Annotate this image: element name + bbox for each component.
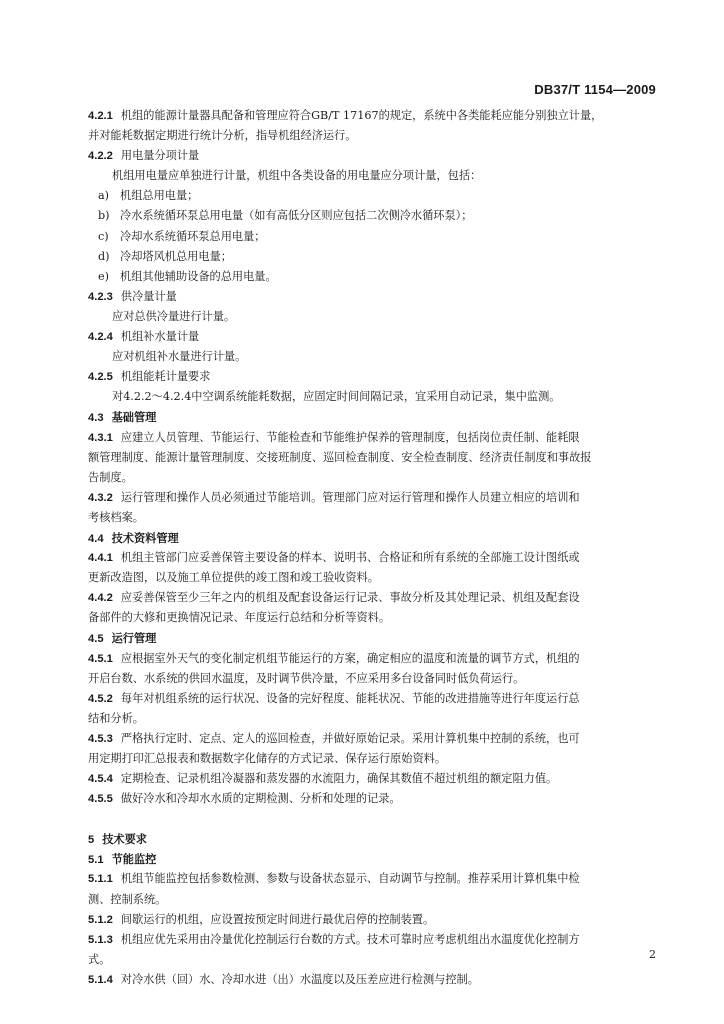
paragraph-line [88, 608, 656, 628]
clause-number: 4.4.1 [88, 552, 113, 565]
section-heading [88, 628, 656, 648]
list-item [88, 186, 656, 206]
paragraph-text: 测、控制系统。 [88, 892, 167, 906]
paragraph-line [88, 166, 656, 186]
clause-number: 5 [88, 834, 95, 847]
clause-line [88, 488, 656, 508]
clause-number: 4.5 [88, 633, 104, 646]
clause-text: 运行管理和操作人员必须通过节能培训。管理部门应对运行管理和操作人员建立相应的培训和 [120, 490, 580, 504]
clause-number: 4.3.2 [88, 491, 113, 504]
clause-number: 5.1 [88, 854, 104, 867]
clause-text: 间歇运行的机组，应设置按预定时间进行最优启停的控制装置。 [120, 912, 435, 926]
clause-text: 机组节能监控包括参数检测、参数与设备状态显示、自动调节与控制。推荐采用计算机集中检 [120, 872, 580, 886]
clause-text: 用电量分项计量 [120, 149, 200, 163]
clause-line [88, 548, 656, 568]
clause-number: 4.5.4 [88, 773, 113, 786]
paragraph-text: 结和分析。 [88, 711, 144, 725]
section-heading [88, 528, 656, 548]
paragraph-text: 式。 [88, 952, 111, 966]
paragraph-text: 并对能耗数据定期进行统计分析，指导机组经济运行。 [88, 129, 357, 143]
clause-text: 应根据室外天气的变化制定机组节能运行的方案，确定相应的温度和流量的调节方式，机组的 [120, 651, 580, 665]
list-marker: a) [98, 189, 110, 203]
list-item-text: 冷却水系统循环泵总用电量； [120, 229, 266, 243]
clause-number: 4.3.1 [88, 431, 113, 444]
clause-line [88, 910, 656, 930]
list-item [88, 206, 656, 226]
paragraph-line [88, 307, 656, 327]
clause-number: 4.5.1 [88, 652, 113, 665]
clause-text: 机组应优先采用由冷量优化控制运行台数的方式。技术可靠时应考虑机组出水温度优化控制方 [120, 932, 580, 946]
clause-text: 节能监控 [111, 852, 157, 867]
clause-line [88, 588, 656, 608]
clause-text: 严格执行定时、定点、定人的巡回检查，并做好原始记录。采用计算机集中控制的系统，也可 [120, 731, 580, 745]
clause-line [88, 769, 656, 789]
list-item-text: 机组其他辅助设备的总用电量。 [120, 269, 277, 283]
paragraph-line [88, 387, 656, 407]
clause-number: 4.2.1 [88, 110, 113, 122]
clause-number: 4.4.2 [88, 592, 113, 605]
clause-number: 5.1.1 [88, 873, 113, 886]
clause-line [88, 689, 656, 709]
clause-line [88, 146, 656, 166]
clause-number: 4.2.3 [88, 290, 113, 303]
paragraph-text: 开启台数、水系统的供回水温度，及时调节供冷量，不应采用多台设备同时低负荷运行。 [88, 671, 525, 685]
paragraph-text: 用定期打印汇总报表和数据数字化储存的方式记录、保存运行原始资料。 [88, 752, 447, 765]
paragraph-line [88, 749, 656, 769]
clause-line [88, 869, 656, 889]
clause-text: 技术资料管理 [111, 530, 179, 545]
clause-line [88, 287, 656, 307]
clause-text: 定期检查、记录机组冷凝器和蒸发器的水流阻力，确保其数值不超过机组的额定阻力值。 [120, 772, 558, 786]
clause-line [88, 327, 656, 347]
clause-line [88, 970, 656, 990]
standard-code-header: DB37/T 1154—2009 [534, 82, 656, 97]
paragraph-line [88, 508, 656, 528]
clause-number: 4.2.2 [88, 150, 113, 163]
clause-text: 基础管理 [111, 410, 157, 425]
clause-number: 4.5.3 [88, 732, 113, 745]
clause-text: 机组补水量计量 [120, 330, 200, 344]
clause-text: 技术要求 [102, 832, 147, 847]
clause-number: 4.5.2 [88, 692, 113, 705]
list-item-text: 冷水系统循环泵总用电量（如有高低分区则应包括二次侧冷水循环泵）； [120, 209, 473, 223]
paragraph-text: 考核档案。 [88, 510, 144, 524]
clause-number: 5.1.3 [88, 933, 113, 946]
paragraph-line [88, 126, 656, 146]
clause-number: 4.3 [88, 412, 104, 425]
clause-text: 做好冷水和冷却水水质的定期检测、分析和处理的记录。 [120, 792, 401, 806]
paragraph-text: 额管理制度、能源计量管理制度、交接班制度、巡回检查制度、安全检查制度、经济责任制度和事故报 [88, 450, 592, 464]
clause-text: 对冷水供（回）水、冷却水进（出）水温度以及压差应进行检测与控制。 [120, 972, 479, 986]
clause-line [88, 789, 656, 809]
paragraph-text: 应对机组补水量进行计量。 [112, 350, 247, 364]
paragraph-text: 备部件的大修和更换情况记录、年度运行总结和分析等资料。 [88, 611, 391, 625]
paragraph-text: 机组用电量应单独进行计量，机组中各类设备的用电量应分项计量，包括： [112, 169, 482, 183]
list-marker: c) [98, 229, 109, 243]
clause-line [88, 930, 656, 950]
clause-number: 4.2.5 [88, 371, 113, 384]
paragraph-line [88, 568, 656, 588]
list-marker: b) [98, 209, 110, 223]
paragraph-line [88, 709, 656, 729]
paragraph-text: 应对总供冷量进行计量。 [112, 309, 236, 323]
paragraph-line [88, 468, 656, 488]
clause-number: 4.4 [88, 532, 104, 545]
clause-text: 机组主管部门应妥善保管主要设备的样本、说明书、合格证和所有系统的全部施工设计图纸或 [120, 551, 580, 565]
clause-text: 机组能耗计量要求 [120, 370, 211, 384]
paragraph-line [88, 347, 656, 367]
paragraph-text: 告制度。 [88, 470, 133, 484]
clause-text: 运行管理 [111, 631, 157, 646]
clause-number: 5.1.4 [88, 973, 113, 986]
section-heading [88, 407, 656, 427]
clause-number: 4.2.4 [88, 331, 113, 344]
list-item [88, 227, 656, 247]
clause-text: 机组的能源计量器具配备和管理应符合GB/T 17167的规定，系统中各类能耗应能分别独立计量， [120, 109, 603, 122]
section-heading [88, 849, 656, 869]
clause-text: 每年对机组系统的运行状况、设备的完好程度、能耗状况、节能的改进措施等进行年度运行总 [120, 691, 580, 705]
paragraph-text: 更新改造图，以及施工单位提供的竣工图和竣工验收资料。 [88, 571, 379, 585]
list-marker: e) [98, 269, 109, 283]
list-item [88, 267, 656, 287]
paragraph-line [88, 950, 656, 970]
paragraph-line [88, 448, 656, 468]
clause-text: 供冷量计量 [120, 289, 177, 303]
clause-line [88, 428, 656, 448]
list-item-text: 冷却塔风机总用电量； [120, 249, 232, 263]
clause-number: 4.5.5 [88, 793, 113, 806]
paragraph-text: 对4.2.2～4.2.4中空调系统能耗数据，应固定时间间隔记录，宜采用自动记录，集中监测。 [112, 390, 561, 404]
clause-line [88, 106, 656, 126]
list-item-text: 机组总用电量； [120, 189, 199, 203]
clause-text: 应妥善保管至少三年之内的机组及配套设备运行记录、事故分析及其处理记录、机组及配套设 [120, 591, 580, 605]
paragraph-line [88, 669, 656, 689]
paragraph-line [88, 890, 656, 910]
list-item [88, 247, 656, 267]
clause-line [88, 367, 656, 387]
clause-line [88, 649, 656, 669]
clause-text: 应建立人员管理、节能运行、节能检查和节能维护保养的管理制度，包括岗位责任制、能耗限 [120, 430, 580, 444]
page-number: 2 [649, 948, 656, 961]
clause-line [88, 729, 656, 749]
body-text [88, 106, 656, 990]
list-marker: d) [98, 249, 110, 263]
chapter-heading [88, 829, 656, 849]
clause-number: 5.1.2 [88, 913, 113, 926]
